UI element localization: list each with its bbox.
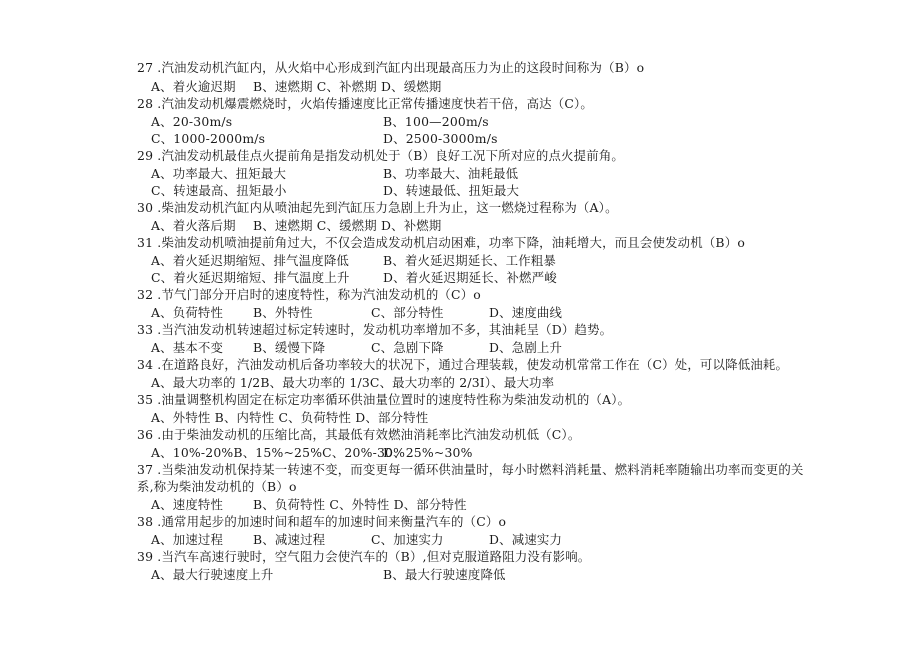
- question-34-stem: 34 .在道路良好，汽油发动机后备功率较大的状况下，通过合理装载，使发动机常常工作在（C）处，可以降低油耗。: [137, 357, 789, 372]
- question-35-options: A、外特性 B、内特性 C、负荷特性 D、部分特性: [151, 410, 429, 425]
- question-33-option-a: A、基本不变: [151, 340, 224, 355]
- question-33-option-b: B、缓慢下降: [253, 340, 326, 355]
- question-38-stem: 38 .通常用起步的加速时间和超车的加速时间来衡量汽车的（C）o: [137, 514, 507, 529]
- question-31-option-c: C、着火延迟期缩短、排气温度上升: [151, 270, 350, 285]
- question-38-option-a: A、加速过程: [151, 532, 224, 547]
- question-28-option-b: B、100—200m/s: [383, 114, 489, 129]
- question-31-option-d: D、着火延迟期延长、补燃严峻: [383, 270, 557, 285]
- question-38-option-c: C、加速实力: [371, 532, 444, 547]
- question-32-stem: 32 .节气门部分开启时的速度特性，称为汽油发动机的（C）o: [137, 287, 481, 302]
- question-30-stem: 30 .柴油发动机汽缸内从喷油起先到汽缸压力急剧上升为止，这一燃烧过程称为（A）。: [137, 200, 618, 215]
- question-35-stem: 35 .油量调整机构固定在标定功率循环供油量位置时的速度特性称为柴油发动机的（A）。: [137, 392, 631, 407]
- question-29-option-c: C、转速最高、扭矩最小: [151, 183, 287, 198]
- question-33-option-d: D、急剧上升: [489, 340, 563, 355]
- question-32-option-a: A、负荷特性: [151, 305, 224, 320]
- question-36-options-abc: A、10%-20%B、15%~25%C、20%-30%: [151, 445, 406, 460]
- question-32-option-c: C、部分特性: [371, 305, 444, 320]
- question-37-stem: 37 .当柴油发动机保持某一转速不变，而变更每一循环供油量时，每小时燃料消耗量、燃料消耗率随输出功率而变更的关: [137, 462, 804, 477]
- question-36-option-d: D、25%~30%: [383, 445, 473, 460]
- question-27-option-bcd: B、速燃期 C、补燃期 D、缓燃期: [253, 79, 442, 94]
- question-31-stem: 31 .柴油发动机喷油提前角过大，不仅会造成发动机启动困难，功率下降，油耗增大，而且会使发动机（B）o: [137, 235, 745, 250]
- question-31-option-b: B、着火延迟期延长、工作粗暴: [383, 253, 556, 268]
- question-27-option-a: A、着火逾迟期: [151, 79, 236, 94]
- question-39-option-a: A、最大行驶速度上升: [151, 567, 274, 582]
- question-39-option-b: B、最大行驶速度降低: [383, 567, 506, 582]
- question-28-stem: 28 .汽油发动机爆震燃烧时，火焰传播速度比正常传播速度快若干倍，高达（C）。: [137, 96, 594, 111]
- question-27-stem: 27 .汽油发动机汽缸内，从火焰中心形成到汽缸内出现最高压力为止的这段时间称为（B）o: [137, 60, 645, 75]
- question-28-option-a: A、20-30m/s: [151, 114, 233, 129]
- question-32-option-b: B、外特性: [253, 305, 313, 320]
- question-29-option-a: A、功率最大、扭矩最大: [151, 166, 287, 181]
- question-30-option-a: A、着火落后期: [151, 218, 236, 233]
- question-38-option-b: B、减速过程: [253, 532, 326, 547]
- question-29-stem: 29 .汽油发动机最佳点火提前角是指发动机处于（B）良好工况下所对应的点火提前角。: [137, 148, 625, 163]
- question-33-stem: 33 .当汽油发动机转速超过标定转速时，发动机功率增加不多，其油耗呈（D）趋势。: [137, 322, 613, 337]
- question-32-option-d: D、速度曲线: [489, 305, 563, 320]
- question-29-option-d: D、转速最低、扭矩最大: [383, 183, 520, 198]
- question-28-option-c: C、1000-2000m/s: [151, 131, 266, 146]
- question-39-stem: 39 .当汽车高速行驶时，空气阻力会使汽车的（B）,但对克服道路阻力没有影响。: [137, 549, 591, 564]
- question-33-option-c: C、急剧下降: [371, 340, 444, 355]
- question-29-option-b: B、功率最大、油耗最低: [383, 166, 519, 181]
- question-37-option-a: A、速度特性: [151, 497, 224, 512]
- question-30-option-bcd: B、速燃期 C、缓燃期 D、补燃期: [253, 218, 442, 233]
- question-37-stem-continued: 系,称为柴油发动机的（B）o: [137, 479, 297, 494]
- question-38-option-d: D、减速实力: [489, 532, 563, 547]
- question-36-stem: 36 .由于柴油发动机的压缩比高，其最低有效燃油消耗率比汽油发动机低（C）。: [137, 427, 581, 442]
- question-34-options: A、最大功率的 1/2B、最大功率的 1/3C、最大功率的 2/3I）、最大功率: [151, 375, 555, 390]
- question-37-option-bcd: B、负荷特性 C、外特性 D、部分特性: [253, 497, 467, 512]
- question-28-option-d: D、2500-3000m/s: [383, 131, 498, 146]
- question-31-option-a: A、着火延迟期缩短、排气温度降低: [151, 253, 350, 268]
